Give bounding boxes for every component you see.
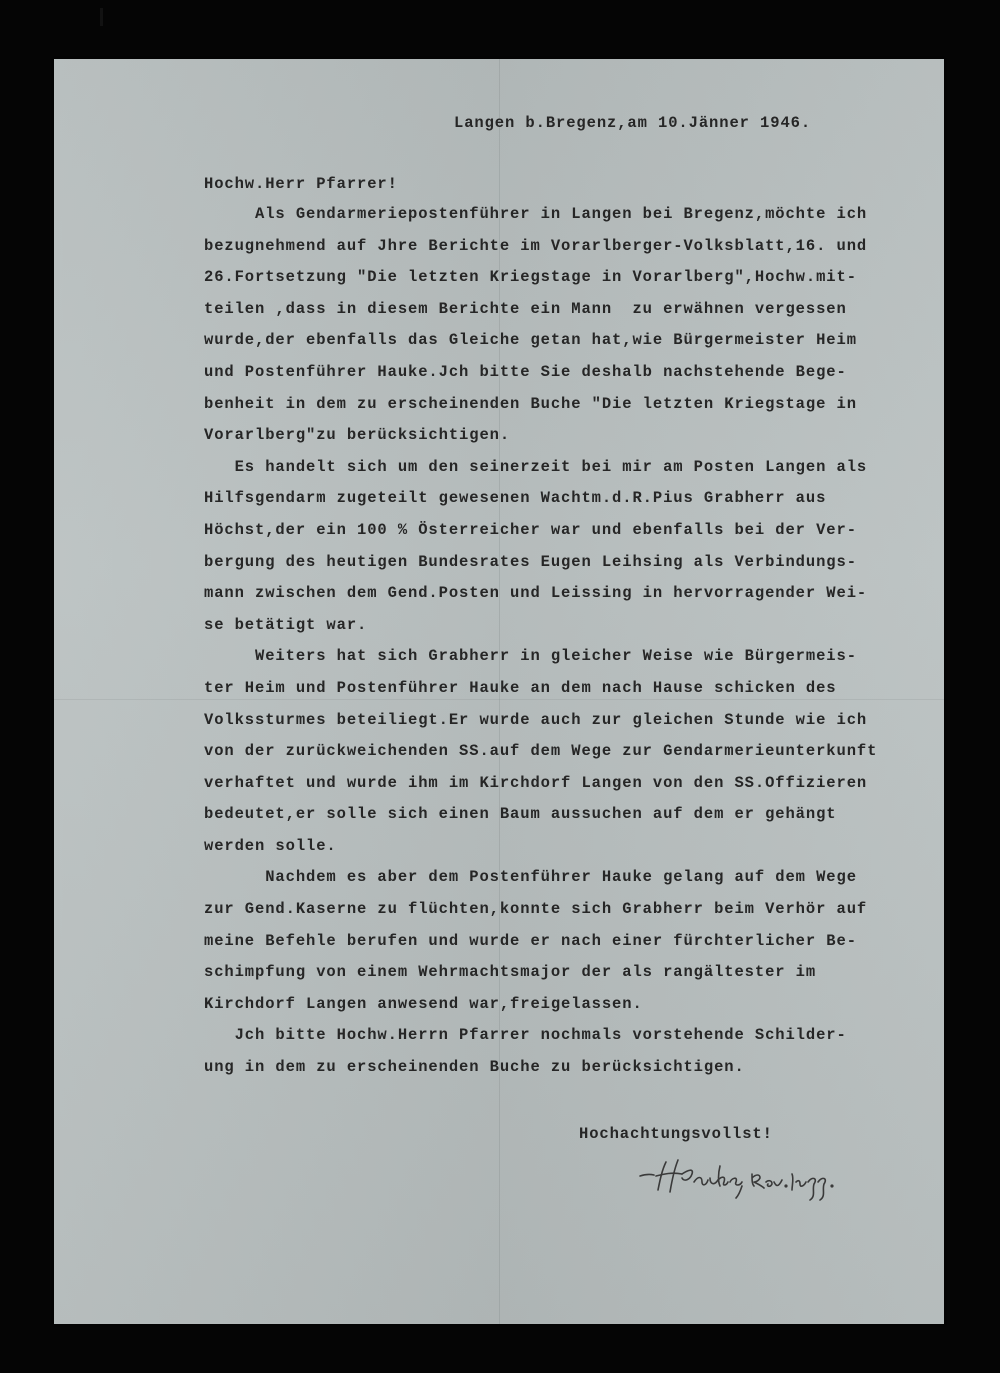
- body-line: Es handelt sich um den seinerzeit bei mir am Posten Langen als: [204, 457, 868, 476]
- body-line: Vorarlberg"zu berücksichtigen.: [204, 426, 511, 445]
- letter-body: [204, 207, 939, 1092]
- body-line: bezugnehmend auf Jhre Berichte im Vorarlberger-Volksblatt,16. und: [204, 236, 868, 255]
- body-line: Nachdem es aber dem Postenführer Hauke gelang auf dem Wege: [204, 868, 857, 887]
- body-line: zur Gend.Kaserne zu flüchten,konnte sich Grabherr beim Verhör auf: [204, 900, 868, 919]
- letter-page: [54, 59, 944, 1324]
- body-line: Als Gendarmeriepostenführer in Langen bei Bregenz,möchte ich: [204, 205, 868, 223]
- body-line: benheit in dem zu erscheinenden Buche "Die letzten Kriegstage in: [204, 394, 857, 413]
- body-line: mann zwischen dem Gend.Posten und Leissing in hervorragender Wei-: [204, 584, 868, 603]
- body-line: ter Heim und Postenführer Hauke an dem nach Hause schicken des: [204, 678, 837, 697]
- body-line: Höchst,der ein 100 % Österreicher war und ebenfalls bei der Ver-: [204, 520, 857, 539]
- body-line: meine Befehle berufen und wurde er nach einer fürchterlicher Be-: [204, 931, 857, 950]
- body-line: teilen ,dass in diesem Berichte ein Mann zu erwähnen vergessen: [204, 299, 847, 318]
- letter-dateline: Langen b.Bregenz,am 10.Jänner 1946.: [454, 114, 812, 132]
- body-line: Weiters hat sich Grabherr in gleicher Weise wie Bürgermeis-: [204, 647, 857, 666]
- body-line: Hilfsgendarm zugeteilt gewesenen Wachtm.d.R.Pius Grabherr aus: [204, 489, 827, 508]
- margin-mark: [100, 8, 103, 26]
- body-line: Kirchdorf Langen anwesend war,freigelassen.: [204, 994, 643, 1013]
- letter-salutation: Hochw.Herr Pfarrer!: [204, 175, 398, 193]
- body-line: schimpfung von einem Wehrmachtsmajor der als rangältester im: [204, 963, 817, 982]
- body-line: werden solle.: [204, 836, 337, 855]
- body-line: ung in dem zu erscheinenden Buche zu berücksichtigen.: [204, 1058, 745, 1077]
- body-line: bedeutet,er solle sich einen Baum aussuchen auf dem er gehängt: [204, 805, 837, 824]
- body-line: Jch bitte Hochw.Herrn Pfarrer nochmals vorstehende Schilder-: [204, 1026, 847, 1045]
- letter-closing: Hochachtungsvollst!: [579, 1125, 773, 1143]
- body-line: von der zurückweichenden SS.auf dem Wege zur Gendarmerieunterkunft: [204, 742, 878, 761]
- body-line: verhaftet und wurde ihm im Kirchdorf Langen von den SS.Offizieren: [204, 773, 868, 792]
- body-line: se betätigt war.: [204, 615, 368, 634]
- body-line: und Postenführer Hauke.Jch bitte Sie deshalb nachstehende Bege-: [204, 362, 847, 381]
- body-line: bergung des heutigen Bundesrates Eugen Leihsing als Verbindungs-: [204, 552, 857, 571]
- body-line: Volkssturmes beteiliegt.Er wurde auch zur gleichen Stunde wie ich: [204, 710, 868, 729]
- body-line: 26.Fortsetzung "Die letzten Kriegstage in Vorarlberg",Hochw.mit-: [204, 268, 857, 287]
- handwritten-signature: [632, 1152, 852, 1212]
- body-line: wurde,der ebenfalls das Gleiche getan hat,wie Bürgermeister Heim: [204, 331, 857, 350]
